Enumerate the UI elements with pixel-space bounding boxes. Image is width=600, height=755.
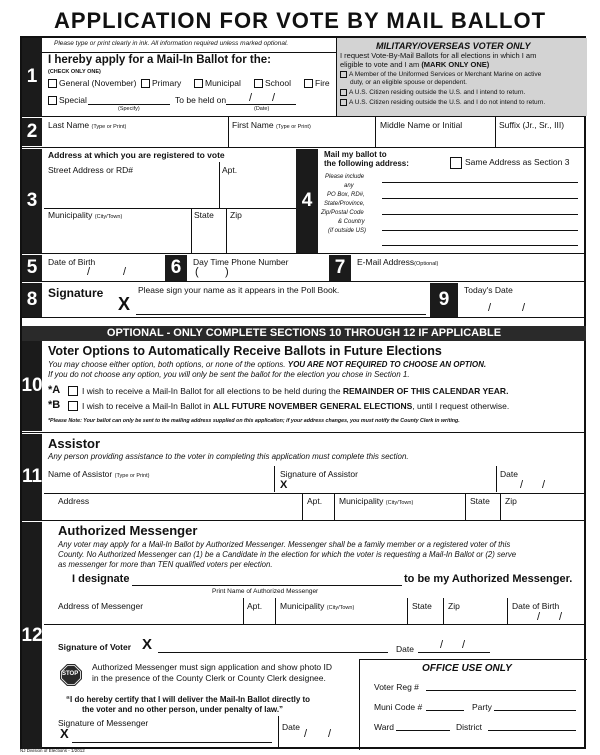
option-a-checkbox[interactable] <box>68 386 78 396</box>
muni-code-line[interactable] <box>426 710 464 711</box>
zip-field[interactable]: Zip <box>230 210 242 220</box>
messenger-print-name-line[interactable] <box>132 585 402 586</box>
assistor-apt-field[interactable]: Apt. <box>307 496 323 506</box>
ward-line[interactable] <box>396 730 450 731</box>
email-field[interactable]: E-Mail Address(Optional) <box>357 257 439 267</box>
s11-heading: Assistor <box>48 436 101 451</box>
office-heading: OFFICE USE ONLY <box>422 663 512 674</box>
section-12-number: 12 <box>22 522 42 749</box>
checkbox[interactable] <box>48 96 57 105</box>
state-field[interactable]: State <box>194 210 214 220</box>
s1-option-special[interactable]: Special <box>48 95 87 105</box>
district-line[interactable] <box>488 730 576 731</box>
form-title: APPLICATION FOR VOTE BY MAIL BALLOT <box>53 8 547 33</box>
military-checkbox-3[interactable] <box>340 99 347 106</box>
assistor-address-field[interactable]: Address <box>58 496 90 506</box>
s3-heading: Address at which you are registered to vote <box>48 150 225 160</box>
military-checkbox-1[interactable] <box>340 71 347 78</box>
same-address-checkbox[interactable] <box>450 157 462 169</box>
s1-option-general[interactable]: General (November) <box>48 78 136 88</box>
phone-field[interactable]: Day Time Phone Number <box>193 257 289 267</box>
todays-date-field[interactable]: Today's Date <box>464 285 513 295</box>
messenger-municipality-field[interactable]: Municipality (City/Town) <box>280 601 355 611</box>
messenger-signature-line[interactable] <box>72 742 272 743</box>
assistor-name-field[interactable]: Name of Assistor (Type or Print) <box>48 469 150 479</box>
application-form: Please type or print clearly in ink. All information required unless marked optional. 1 I hereby apply for a Mail-In Ballot for the: (CHECK ONLY ONE) General (November) Primary Municipal School Fire Special (Specify) To be held on / / (Date) MILITARY/OVERSEAS VOTER ONLY I request Vote-By-Mail Ballots for all elections in which I am eligible to vote and I am (MARK ONLY ONE) A Member of the Uniformed Services or Merchant Marine on active duty, or an eligible spouse or dependent. A U.S. Citizen residing outside the U.S. and I intend to return. A U.S. Citizen residing outside the U.S. and I do not intend to return. 2 Last Name (Type or Print) First Name (Type or Print) Middle Name or Initial Suffix (Jr., Sr., III) 3 Address at which you are registered to vote Street Address or RD# Apt. Municipality (City/Town) State Zip 4 Mail my ballot to the following address: Same Address as Section 3 Please include any PO Box, RD#, State/Province, Zip/Postal Code & Country (if outside US) 5 Date of Birth / / 6 Day Time Phone Number ( ) 7 E-Mail Address(Optional) 8 Signature X Please sign your name as it appears in the Poll Book. 9 Today's Date / / OPTIONAL - ONLY COMPLETE SECTIONS 10 THROUGH 12 IF APPLICABLE 10 Voter Options to Automatically Receive Ballots in Future Elections You may choose either option, both options, or none of the options. YOU ARE NOT REQUIRED TO CHOOSE AN OPTION. If you do not choose any option, you will only be sent the ballot for the election you chose in Section 1. *A I wish to receive a Mail-In Ballot for all elections to be held during the REMAINDER OF THIS CALENDAR YEAR. *B I wish to receive a Mail-In Ballot in ALL FUTURE NOVEMBER GENERAL ELECTIONS, until I request otherwise. *Please Note: Your ballot can only be sent to the mailing address supplied on this application; if your address changes, you must notify the County Clerk in writing. 11 Assistor Any person providing assistance to the voter in completing this application must complete this section. Name of Assistor (Type or Print) Signature of Assistor X Date / / Address Apt. Municipality (City/Town) State Zip 12 Authorized Messenger Any voter may apply for a Mail-In Ballot by Authorized Messenger. Messenger shall be a family member or a registered voter of this County. No Authorized Messenger can (1) be a Candidate in the election for which the voter is requesting a Mail-In Ballot or (2) serve as messenger for more than TEN qualified voters per election. I designate to be my Authorized Messenger. Print Name of Authorized Messenger Address of Messenger Apt. Municipality (City/Town) State Zip Date of Birth / / Signature of Voter X Date / / STOP Authorized Messenger must sign application and show photo ID in the presence of the County Clerk or County Clerk designee. “I do hereby certify that I will deliver the Mail-In Ballot directly to the voter and no other person, under penalty of law.” Signature of Messenger X Date / / OFFICE USE ONLY Voter Reg # Muni Code # Party Ward District <box>20 36 586 749</box>
messenger-state-field[interactable]: State <box>412 601 432 611</box>
apt-field[interactable]: Apt. <box>222 165 238 175</box>
military-heading: MILITARY/OVERSEAS VOTER ONLY <box>376 41 531 51</box>
s1-option-fire[interactable]: Fire <box>304 78 330 88</box>
s1-check-one: (CHECK ONLY ONE) <box>48 69 101 75</box>
party-line[interactable] <box>494 710 576 711</box>
date-of-birth-field[interactable]: Date of Birth <box>48 257 96 267</box>
military-checkbox-2[interactable] <box>340 89 347 96</box>
checkbox[interactable] <box>48 79 57 88</box>
s1-heading: I hereby apply for a Mail-In Ballot for the: <box>48 54 271 66</box>
voter-signature-date-line[interactable] <box>418 652 490 653</box>
mail-address-line-5[interactable] <box>382 245 578 246</box>
section-5-number: 5 <box>22 255 42 281</box>
section-9-number: 9 <box>430 283 458 317</box>
street-address-field[interactable]: Street Address or RD# <box>48 165 134 175</box>
s10-heading: Voter Options to Automatically Receive Ballots in Future Elections <box>48 344 442 358</box>
checkbox[interactable] <box>194 79 203 88</box>
option-b-checkbox[interactable] <box>68 401 78 411</box>
voter-signature-line[interactable] <box>158 652 388 653</box>
last-name-field[interactable]: Last Name (Type or Print) <box>48 120 127 130</box>
checkbox[interactable] <box>254 79 263 88</box>
messenger-address-field[interactable]: Address of Messenger <box>58 601 144 611</box>
instructions: Please type or print clearly in ink. All information required unless marked optional. <box>54 40 289 47</box>
checkbox[interactable] <box>304 79 313 88</box>
s8-label: Signature <box>48 286 104 300</box>
section-3-number: 3 <box>22 149 42 253</box>
messenger-zip-field[interactable]: Zip <box>448 601 460 611</box>
suffix-field[interactable]: Suffix (Jr., Sr., III) <box>499 120 565 130</box>
first-name-field[interactable]: First Name (Type or Print) <box>232 120 311 130</box>
s1-option-primary[interactable]: Primary <box>141 78 181 88</box>
signature-line[interactable] <box>136 314 426 315</box>
s1-option-school[interactable]: School <box>254 78 291 88</box>
section-4-number: 4 <box>296 149 318 253</box>
assistor-zip-field[interactable]: Zip <box>505 496 517 506</box>
mail-address-line-4[interactable] <box>382 230 578 231</box>
s12-heading: Authorized Messenger <box>58 523 198 538</box>
section-1-number: 1 <box>22 38 42 116</box>
footer: NJ Division of Elections - 1/2012 <box>20 748 85 753</box>
s1-option-municipal[interactable]: Municipal <box>194 78 241 88</box>
assistor-date-field[interactable]: Date <box>500 469 518 479</box>
optional-sections-bar: OPTIONAL - ONLY COMPLETE SECTIONS 10 THROUGH 12 IF APPLICABLE <box>22 326 586 341</box>
assistor-signature-field[interactable]: Signature of Assistor <box>280 469 358 479</box>
section-10-number: 10 <box>22 341 42 431</box>
messenger-dob-field[interactable]: Date of Birth <box>512 601 560 611</box>
section-7-number: 7 <box>329 255 351 281</box>
voter-reg-line[interactable] <box>426 690 576 691</box>
assistor-state-field[interactable]: State <box>470 496 490 506</box>
mail-address-line-2[interactable] <box>382 198 578 199</box>
mail-address-line-3[interactable] <box>382 214 578 215</box>
section-11-number: 11 <box>22 434 42 520</box>
middle-name-field[interactable]: Middle Name or Initial <box>380 120 463 130</box>
section-2-number: 2 <box>22 118 42 146</box>
section-6-number: 6 <box>165 255 187 281</box>
section-8-number: 8 <box>22 283 42 317</box>
messenger-apt-field[interactable]: Apt. <box>247 601 263 611</box>
assistor-municipality-field[interactable]: Municipality (City/Town) <box>339 496 414 506</box>
mail-address-line-1[interactable] <box>382 182 578 183</box>
checkbox[interactable] <box>141 79 150 88</box>
same-address-label: Same Address as Section 3 <box>465 157 570 167</box>
municipality-field[interactable]: Municipality (City/Town) <box>48 210 123 220</box>
s1-date-field[interactable] <box>226 104 296 105</box>
